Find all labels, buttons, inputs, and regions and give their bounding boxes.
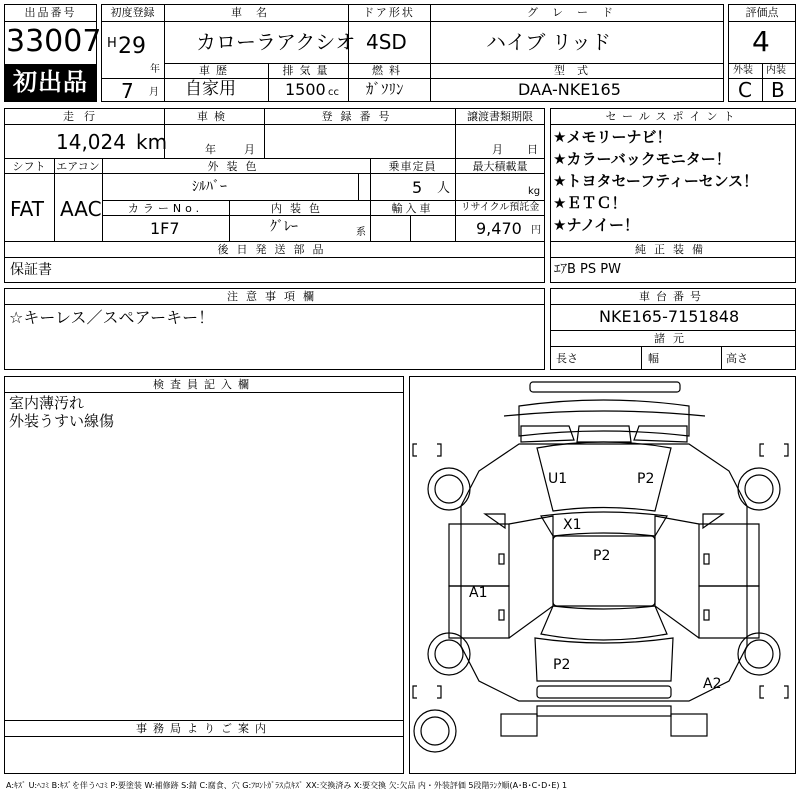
chassis-header: 車台番号 [639, 290, 707, 303]
lot-number-header: 出品番号 [24, 6, 77, 19]
registration-era: H [107, 36, 117, 51]
inspector-note: 外装うすい線傷 [9, 412, 115, 430]
headlight-left [521, 426, 574, 442]
max-load-unit: kg [528, 186, 541, 197]
sales-point-item: ★メモリーナビ！ [553, 128, 672, 146]
capacity-header: 乗車定員 [388, 160, 437, 173]
registration-month: 7 [121, 79, 134, 103]
equipment-header: 純正装備 [635, 243, 711, 256]
score-header: 評価点 [745, 6, 779, 19]
spec-length: 長さ [556, 352, 578, 365]
inspection-header: 車検 [197, 110, 231, 123]
displacement-unit: cc [328, 87, 339, 98]
notes-text: ☆キーレス／スペアーキー！ [9, 308, 215, 327]
office-header: 事務局よりご案内 [136, 722, 272, 735]
recycle-unit: 円 [531, 225, 541, 236]
headlight-right [634, 426, 687, 442]
car-name-header: 車名 [231, 6, 281, 19]
inspector-header: 検査員記入欄 [153, 378, 255, 391]
mileage: 14,024 [56, 130, 126, 154]
damage-mark-x1: X1 [563, 517, 582, 533]
roof [553, 536, 655, 606]
sales-points-header: セールスポイント [605, 110, 741, 123]
model: DAA-NKE165 [518, 80, 621, 99]
inspector-box [4, 376, 404, 774]
door-header: ドア形状 [363, 6, 415, 19]
interior-score-header: 内装 [766, 65, 786, 76]
plate-header: 登録番号 [321, 110, 398, 123]
car-diagram [409, 376, 796, 774]
capacity-unit: 人 [437, 181, 451, 196]
color-no-header: カラーNo. [127, 202, 204, 215]
capacity: 5 [412, 178, 423, 197]
front-strip [530, 382, 680, 392]
damage-mark-a2: A2 [703, 676, 722, 692]
damage-mark-p2-roof-right: P2 [637, 471, 655, 487]
damage-mark-p2-trunk: P2 [553, 657, 571, 673]
registration-year: 29 [118, 34, 146, 59]
door-front-left [449, 524, 509, 586]
exterior-color: ｼﾙﾊﾞｰ [192, 179, 227, 195]
registration-year-unit: 年 [150, 64, 160, 75]
specs-header: 諸元 [654, 332, 692, 345]
shift: FAT [10, 197, 45, 221]
exterior-color-header: 外装色 [207, 160, 265, 173]
legend: A:ｷｽﾞ U:ﾍｺﾐ B:ｷｽﾞを伴うﾍｺﾐ P:要塗装 W:補修跡 S:錆 C:腐食、穴 G:ﾌﾛﾝﾄｶﾞﾗｽ点ｷｽﾞ XX:交換済み X:要交換 欠:欠品 内・外装評価 5段階ﾗﾝｸ順(A･B･C･D･E) 1 [6, 781, 568, 790]
displacement-header: 排気量 [282, 64, 334, 77]
registration-month-unit: 月 [149, 87, 159, 98]
mileage-unit: km [136, 130, 168, 154]
damage-mark-u1: U1 [548, 471, 568, 487]
car-name: カローラアクシオ [196, 30, 356, 54]
rear-bumper [537, 686, 671, 698]
interior-color-header: 内装色 [271, 202, 328, 215]
inspector-note: 室内薄汚れ [9, 394, 85, 412]
sales-point-item: ★ナノイー！ [553, 216, 640, 234]
equipment: ｴｱB PS PW [554, 262, 621, 277]
interior-color-suffix: 系 [356, 227, 366, 238]
mileage-header: 走行 [63, 110, 105, 123]
fuel-header: 燃料 [372, 64, 406, 77]
hood [519, 400, 689, 436]
max-load-header: 最大積載量 [472, 160, 528, 173]
shift-header: シフト [12, 160, 46, 173]
door-front-right [699, 524, 759, 586]
displacement: 1500 [285, 80, 326, 99]
fuel: ｶﾞｿﾘﾝ [366, 80, 404, 98]
transfer-header: 譲渡書類期限 [467, 110, 533, 123]
history-header: 車歴 [199, 64, 233, 77]
registration-header: 初度登録 [110, 6, 155, 19]
tire-rear-left [428, 633, 470, 675]
aircon-header: エアコン [56, 160, 100, 173]
tire-front-right [738, 468, 780, 510]
first-listing-badge: 初出品 [5, 64, 96, 101]
transfer-day-unit: 日 [527, 143, 538, 156]
transfer-month-unit: 月 [492, 143, 503, 156]
grade: ハイブ リッド [486, 30, 611, 54]
later-parts-header: 後日発送部品 [217, 243, 332, 256]
inspection-month-unit: 月 [244, 143, 255, 156]
spec-height: 高さ [726, 352, 748, 365]
sales-point-item: ★トヨタセーフティーセンス！ [553, 172, 759, 190]
spec-width: 幅 [648, 352, 659, 365]
recycle-deposit: 9,470 [476, 219, 522, 238]
history: 自家用 [185, 79, 236, 99]
aircon: AAC [60, 197, 102, 221]
damage-mark-p2-roof: P2 [593, 548, 611, 564]
color-no: 1F7 [150, 219, 180, 238]
sales-point-item: ★ＥＴＣ！ [553, 194, 627, 212]
tire-front-left [428, 468, 470, 510]
lot-number: 33007 [6, 24, 102, 59]
grade-header: グレード [527, 6, 627, 19]
interior-score: B [771, 78, 785, 102]
front-bumper [504, 411, 705, 416]
interior-color: ｸﾞﾚｰ [270, 219, 298, 235]
damage-mark-a1: A1 [469, 585, 488, 601]
body-outline [461, 444, 747, 701]
notes-header: 注意事項欄 [227, 290, 322, 303]
door-type: 4SD [366, 30, 407, 54]
inspection-year-unit: 年 [205, 143, 216, 156]
chassis-number: NKE165-7151848 [599, 307, 740, 326]
exterior-score-header: 外装 [733, 65, 753, 76]
spare-tire [414, 710, 456, 752]
tire-rear-right [738, 633, 780, 675]
rear-window [541, 606, 667, 640]
model-header: 型式 [554, 64, 600, 77]
sales-point-item: ★カラーバックモニター！ [553, 150, 731, 168]
later-parts: 保証書 [10, 262, 52, 278]
recycle-header: リサイクル預託金 [460, 202, 540, 213]
exterior-score: C [738, 78, 752, 102]
import-header: 輸入車 [391, 202, 434, 215]
score: 4 [752, 25, 770, 58]
door-rear-right [699, 586, 759, 638]
